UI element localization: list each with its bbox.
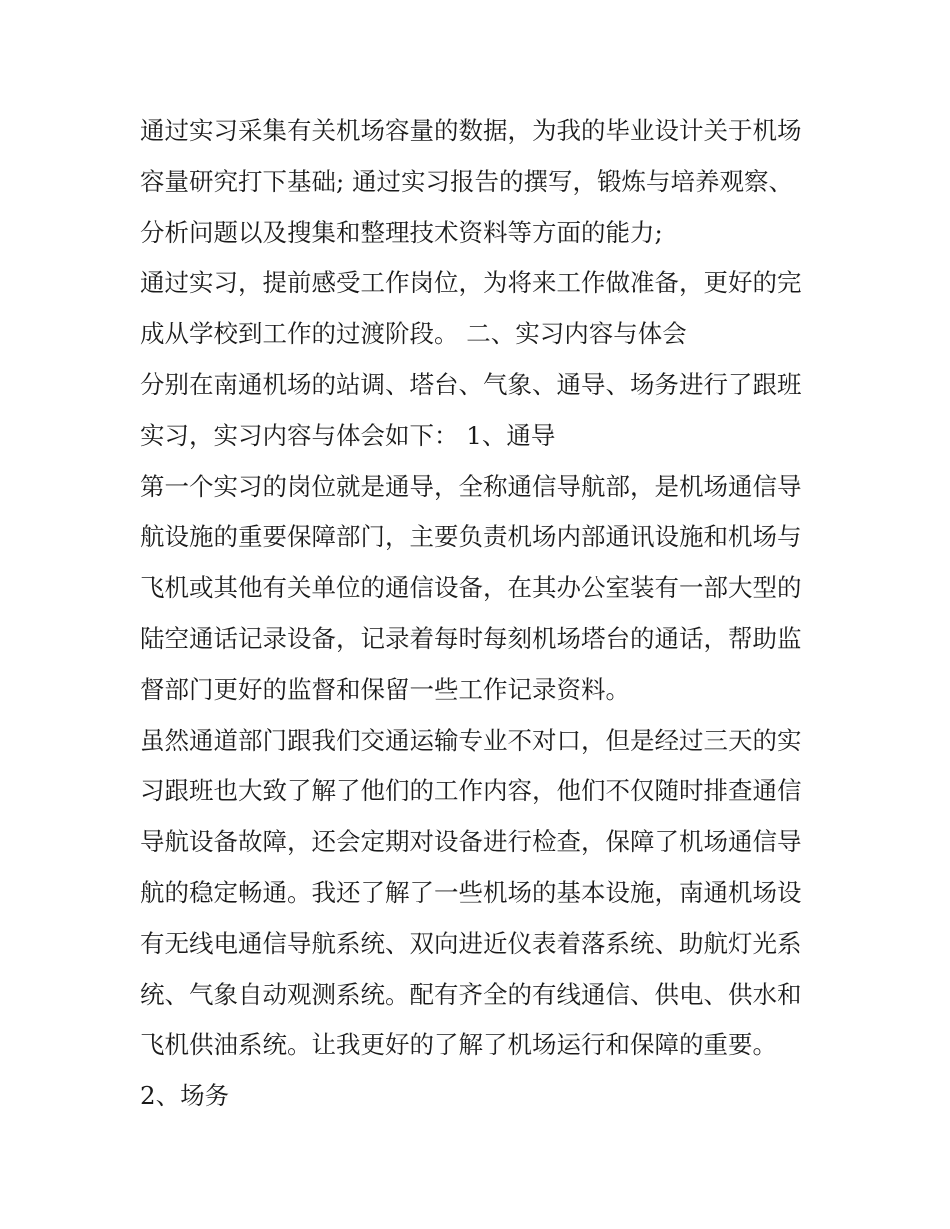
body-text: [140, 106, 820, 1122]
text-line: 航的稳定畅通。我还了解了一些机场的基本设施，南通机场设: [140, 877, 802, 907]
text-line: 第一个实习的岗位就是通导，全称通信导航部，是机场通信导: [140, 471, 802, 501]
text-line: 飞机供油系统。让我更好的了解了机场运行和保障的重要。: [140, 1030, 777, 1060]
text-line: 实习，实习内容与体会如下： 1、通导: [140, 420, 556, 450]
text-line: 统、气象自动观测系统。配有齐全的有线通信、供电、供水和: [140, 979, 802, 1009]
text-line: 习跟班也大致了解了他们的工作内容，他们不仅随时排查通信: [140, 776, 802, 806]
text-line: 分别在南通机场的站调、塔台、气象、通导、场务进行了跟班: [140, 369, 802, 399]
text-line: 飞机或其他有关单位的通信设备，在其办公室装有一部大型的: [140, 573, 802, 603]
text-line: 督部门更好的监督和保留一些工作记录资料。: [140, 674, 630, 704]
section-heading: 2、场务: [140, 1081, 230, 1111]
text-line: 导航设备故障，还会定期对设备进行检查，保障了机场通信导: [140, 827, 802, 857]
text-line: 航设施的重要保障部门，主要负责机场内部通讯设施和机场与: [140, 522, 802, 552]
text-line: 通过实习，提前感受工作岗位，为将来工作做准备，更好的完: [140, 268, 802, 298]
text-line: 虽然通道部门跟我们交通运输专业不对口，但是经过三天的实: [140, 725, 802, 755]
text-line: 成从学校到工作的过渡阶段。 二、实习内容与体会: [140, 319, 687, 349]
text-line: 分析问题以及搜集和整理技术资料等方面的能力;: [140, 217, 663, 247]
text-line: 通过实习采集有关机场容量的数据，为我的毕业设计关于机场: [140, 116, 802, 145]
text-line: 陆空通话记录设备，记录着每时每刻机场塔台的通话，帮助监: [140, 623, 802, 653]
text-line: 有无线电通信导航系统、双向进近仪表着落系统、助航灯光系: [140, 928, 802, 958]
text-line: 容量研究打下基础; 通过实习报告的撰写，锻炼与培养观察、: [140, 166, 794, 196]
